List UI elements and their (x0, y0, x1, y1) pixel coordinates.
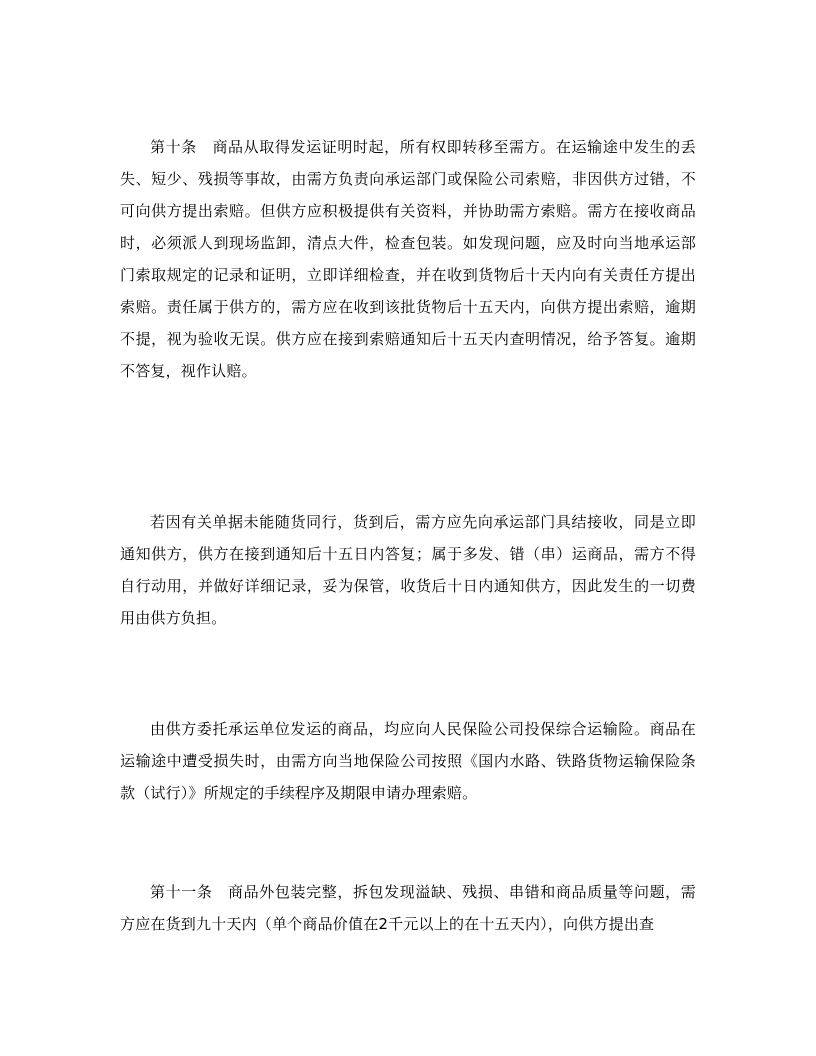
paragraph-article-11: 第十一条 商品外包装完整，拆包发现溢缺、残损、串错和商品质量等问题，需方应在货到九十天内（单个商品价值在2千元以上的在十五天内），向供方提出查 (120, 883, 696, 933)
paragraph-insurance: 由供方委托承运单位发运的商品，均应向人民保险公司投保综合运输险。商品在运输途中遭受损失时，由需方向当地保险公司按照《国内水路、铁路货物运输保险条款（试行）》所规定的手续程序及期限申请办理索赔。 (120, 720, 696, 802)
paragraph-missing-documents: 若因有关单据未能随货同行，货到后，需方应先向承运部门具结接收，同是立即通知供方，供方在接到通知后十五日内答复；属于多发、错（串）运商品，需方不得自行动用，并做好详细记录，妥为保管，收货后十日内通知供方，因此发生的一切费用由供方负担。 (120, 513, 696, 627)
paragraph-article-10: 第十条 商品从取得发运证明时起，所有权即转移至需方。在运输途中发生的丢失、短少、残损等事故，由需方负责向承运部门或保险公司索赔，非因供方过错，不可向供方提出索赔。但供方应积极提供有关资料，并协助需方索赔。需方在接收商品时，必须派人到现场监卸，清点大件，检查包装。如发现问题，应及时向当地承运部门索取规定的记录和证明，立即详细检查，并在收到货物后十天内向有关责任方提出索赔。责任属于供方的，需方应在收到该批货物后十五天内，向供方提出索赔，逾期不提，视为验收无误。供方应在接到索赔通知后十五天内查明情况，给予答复。逾期不答复，视作认赔。 (120, 138, 696, 380)
